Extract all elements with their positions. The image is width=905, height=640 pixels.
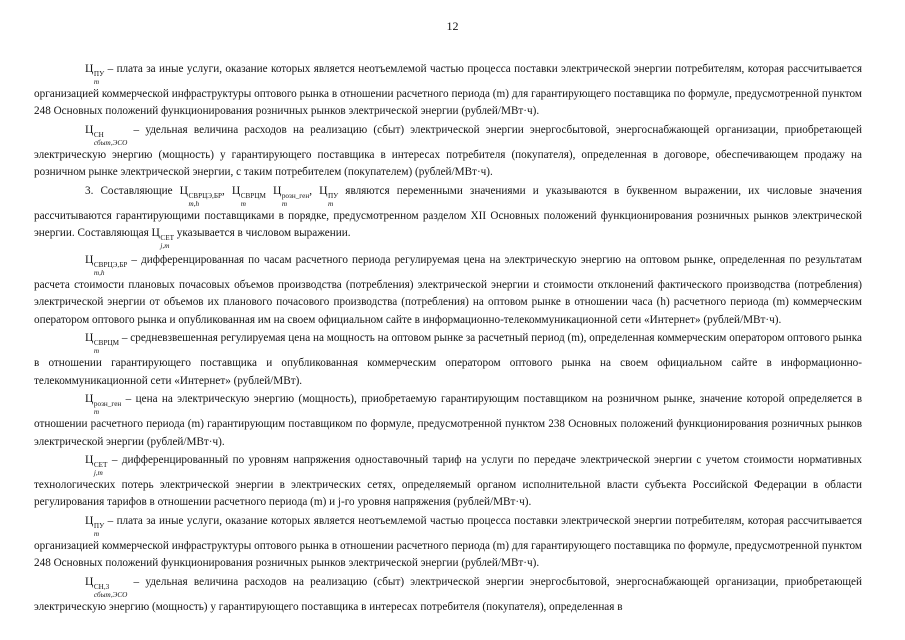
formula-symbol-c-svrce: Ц СВРЦЭ,БР m,h <box>85 252 128 277</box>
document-body <box>34 61 862 618</box>
formula-symbol-c-set: Ц СЕТ j,m <box>85 453 108 477</box>
formula-symbol-c-pu: Ц ПУ m <box>319 183 339 208</box>
formula-symbol-c-rozn-gen: Ц розн_ген m <box>272 183 310 208</box>
formula-symbol-c-svrcm: Ц СВРЦМ m <box>231 183 266 208</box>
paragraph-text: – средневзвешенная регулируемая цена на мощность на оптовом рынке за расчетный период (m), определенная коммерческим оператором оптового рынка в отношении гарантирующего поставщика и опубликованная коммерческим оператором оптового рынка на своем официальном сайте в информационно-телекоммуникационной сети «Интернет» (рублей/МВт). <box>34 332 862 387</box>
paragraph-text: – плата за иные услуги, оказание которых является неотъемлемой частью процесса поставки электрической энергии потребителям, которая рассчитывается организацией коммерческой инфраструктуры оптового рынка в отношении расчетного периода (m) для гарантирующего поставщика по формуле, предусмотренной пунктом 248 Основных положений функционирования розничных рынков электрической энергии (рублей/МВт·ч). <box>34 515 862 570</box>
separator <box>266 185 273 197</box>
formula-symbol-c-rozn-gen: Ц розн_ген m <box>85 392 122 416</box>
paragraph-retail-gen-price <box>34 391 862 451</box>
paragraph-network-tariff <box>34 452 862 512</box>
formula-symbol-c-pu: Ц ПУ m <box>85 62 105 86</box>
page-number: 12 <box>446 19 459 33</box>
paragraph-text: – дифференцированная по часам расчетного периода регулируемая цена на электрическую энергию на оптовом рынке, определенная по результатам расчета стоимости плановых почасовых объемов производства (потребления) электрической энергии и стоимости отклонений фактического производства (потребления) электрической энергии от объемов их планового почасового производства (потребления) на оптовом рынке в отношении часа (h) расчетного периода (m) коммерческим оператором оптового рынка и опубликованная им на своем официальном сайте в информационно-телекоммуникационной сети «Интернет» (рублей/МВт·ч). <box>34 253 862 326</box>
paragraph-intro: 3. Составляющие <box>85 184 180 197</box>
formula-symbol-c-svrce: Ц СВРЦЭ,БР m,h <box>179 183 222 208</box>
paragraph-sales-cost <box>34 122 862 182</box>
paragraph-text: являются переменными значениями и указываются в буквенном выражении, их числовые значения рассчитываются гарантирующими поставщиками в порядке, предусмотренном разделом XII Основных положений функционирования розничных рынков электрической энергии. Составляющая <box>34 184 862 240</box>
paragraph-svrcm-price <box>34 330 862 390</box>
formula-symbol-c-set: Ц СЕТ j,m <box>151 226 174 250</box>
formula-symbol-c-pu: Ц ПУ m <box>85 514 105 538</box>
paragraph-text: – цена на электрическую энергию (мощность), приобретаемую гарантирующим поставщиком на розничном рынке, значение которой определяется в отношении расчетного периода (m) гарантирующим поставщиком по формуле, предусмотренной пунктом 238 Основных положений функционирования розничных рынков электрической энергии (рублей/МВт·ч). <box>34 393 862 448</box>
paragraph-sales-cost-3 <box>34 574 862 616</box>
formula-symbol-c-svrcm: Ц СВРЦМ m <box>85 331 120 355</box>
paragraph-text: – удельная величина расходов на реализацию (сбыт) электрической энергии энергосбытовой, энергоснабжающей организации, приобретающей электрическую энергию (мощность) у гарантирующего поставщика в интересах потребителя (покупателя), определенная в <box>34 576 862 614</box>
paragraph-pu-fee <box>34 61 862 121</box>
paragraph-item-3 <box>34 183 862 251</box>
paragraph-text: – дифференцированный по уровням напряжения одноставочный тариф на услуги по передаче электрической энергии с учетом стоимости нормативных технологических потерь электрической энергии в электрических сетях, определяемый органом исполнительной власти субъекта Российской Федерации в области регулирования тарифов в отношении расчетного периода (m) и j-го уровня напряжения (рублей/МВт·ч). <box>34 454 862 509</box>
paragraph-text: – плата за иные услуги, оказание которых является неотъемлемой частью процесса поставки электрической энергии потребителям, которая рассчитывается организацией коммерческой инфраструктуры оптового рынка в отношении расчетного периода (m) для гарантирующего поставщика по формуле, предусмотренной пунктом 248 Основных положений функционирования розничных рынков электрической энергии (рублей/МВт·ч). <box>34 63 862 118</box>
separator: , <box>221 184 232 197</box>
paragraph-tail: указывается в числовом выражении. <box>174 227 351 240</box>
formula-symbol-c-sn: Ц СН сбыт,ЭСО <box>85 122 128 147</box>
separator: , <box>309 184 320 197</box>
paragraph-svrce-price <box>34 252 862 329</box>
formula-symbol-c-sn3: Ц СН,3 сбыт,ЭСО <box>85 575 128 599</box>
paragraph-pu-fee-repeat <box>34 513 862 573</box>
paragraph-text: – удельная величина расходов на реализацию (сбыт) электрической энергии энергосбытовой, энергоснабжающей организации, приобретающей электрическую энергию (мощность) у гарантирующего поставщика в интересах потребителя (покупателя), определенная в договоре, обеспечивающем продажу на розничном рынке электрической энергии, с таким потребителем (покупателем) (рублей/МВт·ч). <box>34 123 862 179</box>
